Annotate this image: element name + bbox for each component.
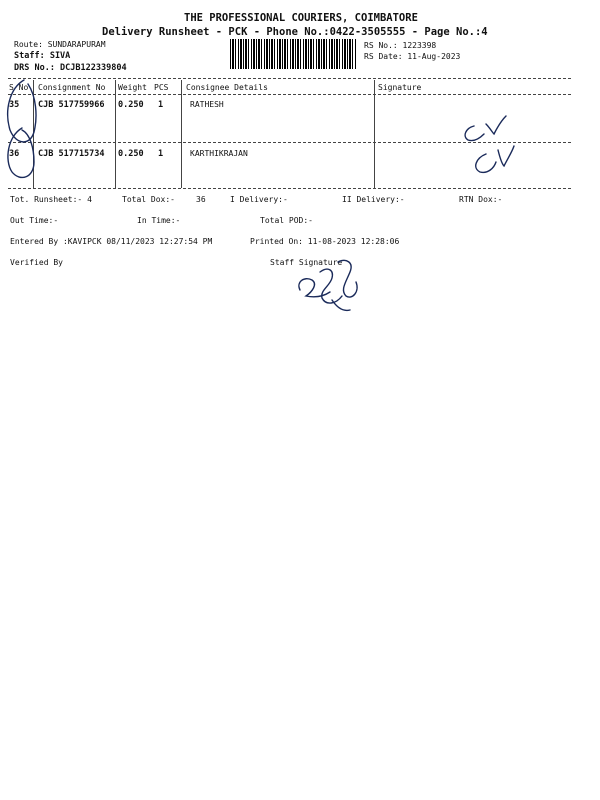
staff-label: Staff: SIVA (14, 51, 71, 61)
company-name: THE PROFESSIONAL COURIERS, COIMBATORE (184, 12, 418, 24)
staff-signature-label: Staff Signature (270, 258, 343, 267)
in-time: In Time:- (137, 216, 181, 225)
row-2-consignment: CJB 517715734 (38, 149, 105, 159)
total-pod: Total POD:- (260, 216, 313, 225)
row-1-consignment: CJB 517759966 (38, 100, 105, 110)
col-header-weight: Weight (118, 83, 147, 92)
row-2-consignee: KARTHIKRAJAN (190, 149, 248, 158)
col-header-pcs: PCS (154, 83, 169, 92)
rs-date: RS Date: 11-Aug-2023 (364, 52, 461, 61)
row-1-weight: 0.250 (118, 100, 144, 110)
second-delivery: II Delivery:- (342, 195, 405, 204)
entered-by: Entered By :KAVIPCK 08/11/2023 12:27:54 PM (10, 237, 213, 246)
drs-number: DRS No.: DCJB122339804 (14, 63, 127, 73)
runsheet-title: Delivery Runsheet - PCK - Phone No.:0422-3505555 - Page No.:4 (102, 26, 488, 38)
rtn-dox: RTN Dox:- (459, 195, 503, 204)
row-1-consignee: RATHESH (190, 100, 224, 109)
col-header-sno: S No (9, 83, 29, 92)
signature-mark-1 (465, 116, 506, 141)
tot-runsheet: Tot. Runsheet:- 4 (10, 195, 92, 204)
row-2-circle-mark (8, 128, 34, 177)
printed-on: Printed On: 11-08-2023 12:28:06 (250, 237, 400, 246)
col-header-consignee: Consignee Details (186, 83, 268, 92)
staff-signature-mark (299, 260, 357, 310)
row-1-circle-mark (8, 80, 36, 142)
route-label: Route: SUNDARAPURAM (14, 40, 106, 49)
rs-number: RS No.: 1223398 (364, 41, 437, 50)
row-2-weight: 0.250 (118, 149, 144, 159)
out-time: Out Time:- (10, 216, 59, 225)
row-1-sno: 35 (9, 100, 20, 110)
first-delivery: I Delivery:- (230, 195, 288, 204)
col-header-signature: Signature (378, 83, 422, 92)
col-header-consignment: Consignment No (38, 83, 106, 92)
verified-by: Verified By (10, 258, 63, 267)
signature-mark-2 (476, 146, 514, 172)
total-dox-label: Total Dox:- (122, 195, 175, 204)
row-2-pcs: 1 (158, 149, 164, 159)
row-1-pcs: 1 (158, 100, 164, 110)
total-dox-value: 36 (196, 195, 206, 204)
row-2-sno: 36 (9, 149, 20, 159)
